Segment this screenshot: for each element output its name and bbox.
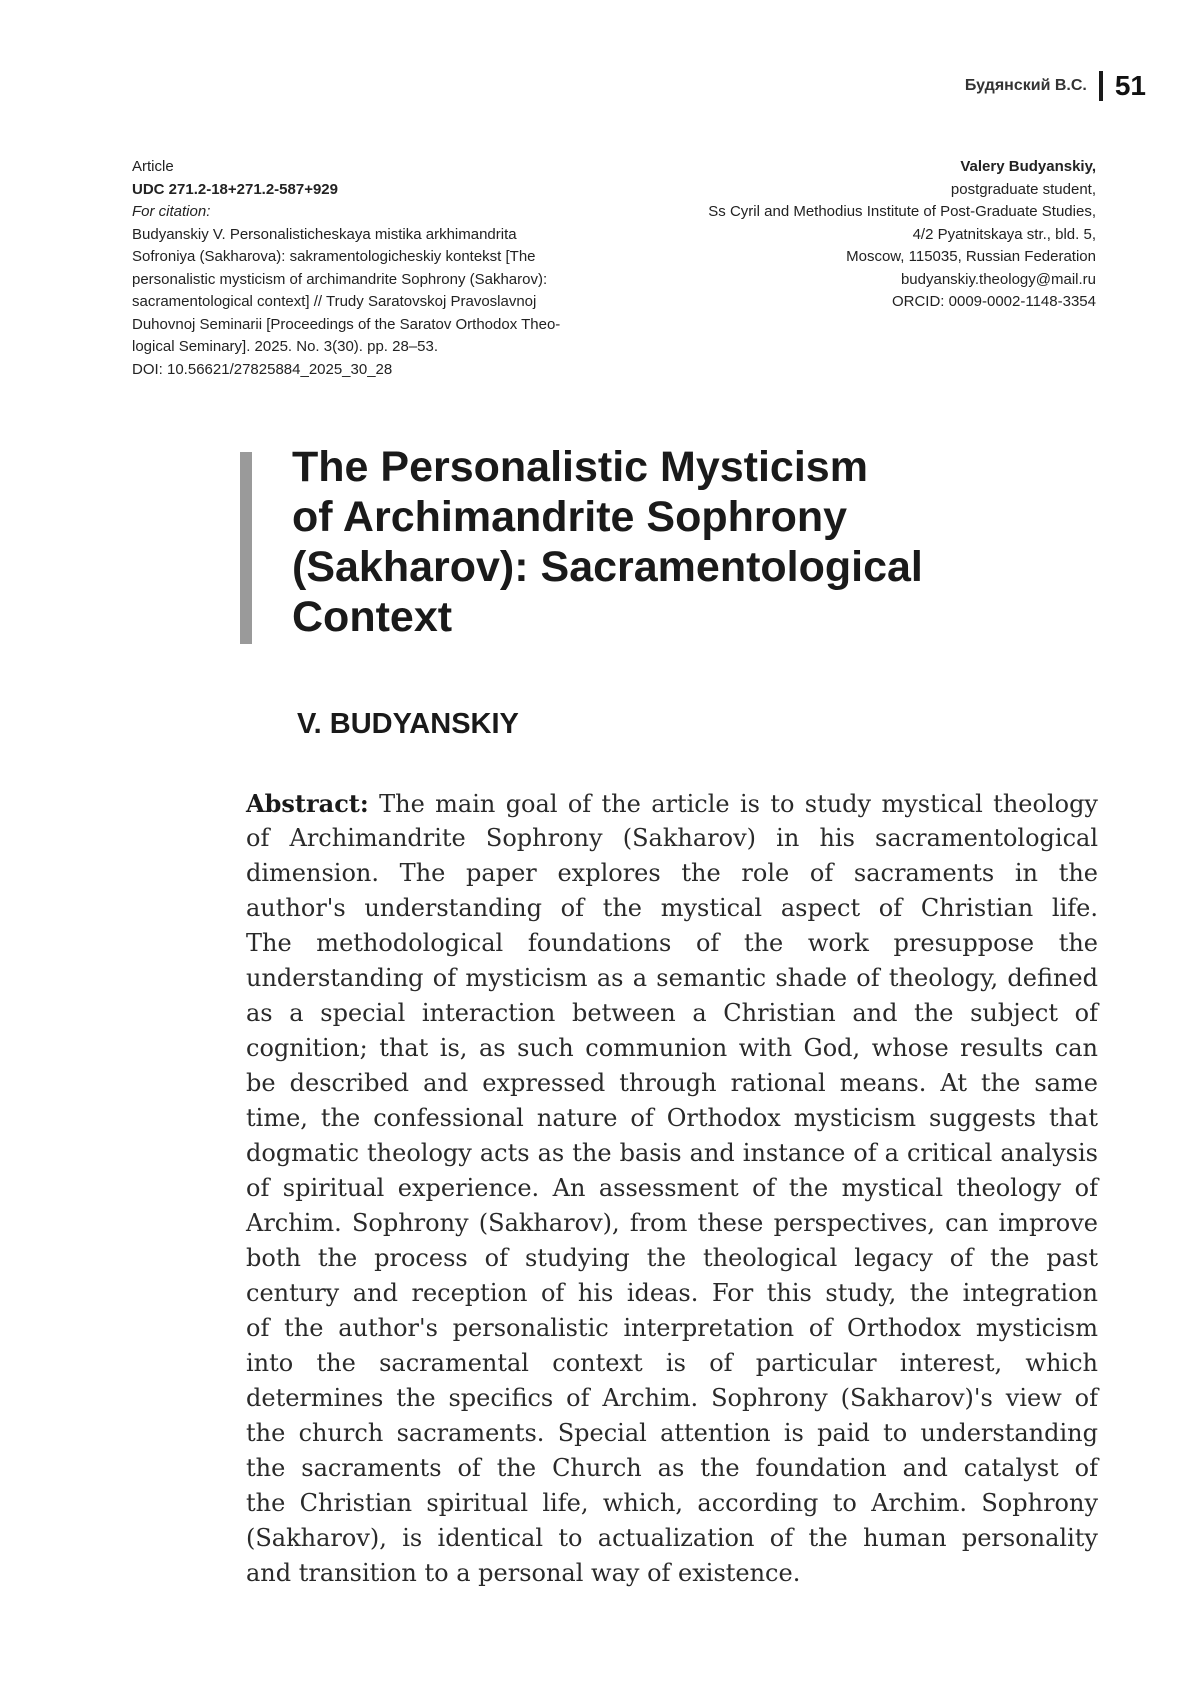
doi: DOI: 10.56621/27825884_2025_30_28 <box>132 360 393 378</box>
abstract-line: author's understanding of the mystical aspect of Christian life. <box>246 894 1098 922</box>
abstract-line: dimension. The paper explores the role of sacraments in the <box>246 859 1098 887</box>
abstract-line: both the process of studying the theological legacy of the past <box>246 1244 1098 1272</box>
title-line: The Personalistic Mysticism <box>292 443 868 491</box>
citation-line: personalistic mysticism of archimandrite Sophrony (Sakharov): <box>132 270 548 288</box>
abstract-line: the church sacraments. Special attention is paid to understanding <box>246 1419 1098 1447</box>
abstract-line: the Christian spiritual life, which, according to Archim. Sophrony <box>246 1489 1098 1517</box>
abstract-line: dogmatic theology acts as the basis and instance of a critical analysis <box>246 1139 1098 1167</box>
running-author: Будянский В.С. <box>964 77 1087 94</box>
abstract-line: understanding of mysticism as a semantic shade of theology, defined <box>246 964 1098 992</box>
citation-line: Budyanskiy V. Personalisticheskaya mistika arkhimandrita <box>132 225 517 243</box>
header-divider-bar <box>1099 71 1103 101</box>
author-address-line: Moscow, 115035, Russian Federation <box>846 248 1096 265</box>
title-accent-bar <box>240 452 252 644</box>
abstract-line: the sacraments of the Church as the foundation and catalyst of <box>246 1454 1098 1482</box>
article-type: Article <box>132 158 174 175</box>
title-line: (Sakharov): Sacramentological <box>292 543 923 591</box>
article-author: V. BUDYANSKIY <box>297 708 519 740</box>
article-title <box>292 442 992 642</box>
abstract-line: into the sacramental context is of particular interest, which <box>246 1349 1098 1377</box>
abstract-line: (Sakharov), is identical to actualization of the human personality <box>246 1524 1098 1552</box>
citation-line: logical Seminary]. 2025. No. 3(30). pp. 28–53. <box>132 338 439 355</box>
author-orcid: ORCID: 0009-0002-1148-3354 <box>891 293 1096 310</box>
abstract-line: determines the specifics of Archim. Sophrony (Sakharov)'s view of <box>246 1384 1098 1412</box>
author-position: postgraduate student, <box>950 180 1096 198</box>
abstract-first-line: The main goal of the article is to study mystical theology <box>379 790 1098 818</box>
abstract-line: of spiritual experience. An assessment of the mystical theology of <box>246 1174 1098 1202</box>
abstract-label: Abstract: <box>246 789 369 818</box>
abstract-line: as a special interaction between a Christian and the subject of <box>246 999 1098 1027</box>
abstract-line: cognition; that is, as such communion with God, whose results can <box>246 1034 1098 1062</box>
abstract-line: time, the confessional nature of Orthodox mysticism suggests that <box>246 1104 1098 1132</box>
author-institution: Ss Cyril and Methodius Institute of Post-Graduate Studies, <box>708 203 1096 220</box>
author-info-block <box>576 156 1096 314</box>
abstract <box>246 786 1098 1591</box>
abstract-line: be described and expressed through rational means. At the same <box>246 1069 1098 1097</box>
running-header <box>965 70 1146 102</box>
abstract-line: century and reception of his ideas. For this study, the integration <box>246 1279 1098 1307</box>
author-address-line: 4/2 Pyatnitskaya str., bld. 5, <box>912 225 1096 243</box>
abstract-line: of the author's personalistic interpretation of Orthodox mysticism <box>246 1314 1098 1342</box>
title-line: of Archimandrite Sophrony <box>292 493 848 541</box>
abstract-line: The methodological foundations of the work presuppose the <box>246 929 1098 957</box>
for-citation-label: For citation: <box>132 203 211 220</box>
citation-line: sacramentological context] // Trudy Saratovskoj Pravoslavnoj <box>132 293 537 310</box>
citation-block <box>132 156 632 381</box>
page-number: 51 <box>1114 70 1146 101</box>
udc-code: UDC 271.2-18+271.2-587+929 <box>132 180 338 198</box>
abstract-line: Archim. Sophrony (Sakharov), from these perspectives, can improve <box>246 1209 1098 1237</box>
abstract-line <box>246 786 1098 821</box>
author-email[interactable]: budyanskiy.theology@mail.ru <box>900 270 1096 288</box>
citation-line: Sofroniya (Sakharova): sakramentologicheskiy kontekst [The <box>132 248 536 265</box>
citation-line: Duhovnoj Seminarii [Proceedings of the Saratov Orthodox Theo- <box>132 315 561 333</box>
author-name: Valery Budyanskiy, <box>960 158 1096 175</box>
abstract-line: and transition to a personal way of existence. <box>246 1559 801 1587</box>
title-line: Context <box>292 593 453 641</box>
abstract-line: of Archimandrite Sophrony (Sakharov) in his sacramentological <box>246 824 1098 852</box>
